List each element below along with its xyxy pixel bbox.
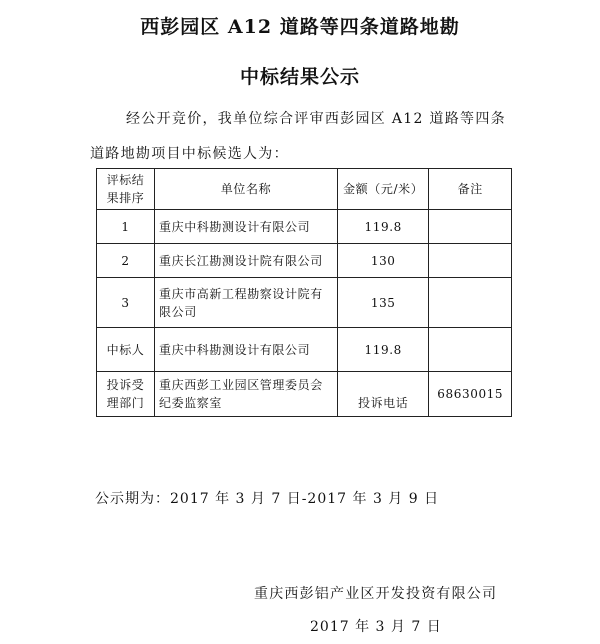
winner-label: 中标人	[97, 328, 155, 372]
signature-date: 2017 年 3 月 7 日	[310, 619, 442, 635]
rank-cell: 2	[97, 244, 155, 278]
intro-line-2: 道路地勘项目中标候选人为：	[90, 146, 289, 162]
publicity-period: 公示期为：2017 年 3 月 7 日-2017 年 3 月 9 日	[95, 491, 440, 507]
intro-line-1: 经公开竞价，我单位综合评审西彭园区 A12 道路等四条	[126, 111, 506, 127]
complaint-phone-label: 投诉电话	[337, 372, 428, 417]
complaint-label: 投诉受理部门	[97, 372, 155, 417]
winner-note	[429, 328, 512, 372]
note-cell	[429, 278, 512, 328]
note-cell	[429, 244, 512, 278]
rank-cell: 3	[97, 278, 155, 328]
rank-cell: 1	[97, 210, 155, 244]
title-line-2: 中标结果公示	[239, 66, 360, 88]
header-note: 备注	[429, 169, 512, 210]
result-table	[96, 168, 512, 417]
table-row	[97, 278, 512, 328]
signature-company: 重庆西彭铝产业区开发投资有限公司	[254, 586, 498, 602]
amount-cell: 119.8	[337, 210, 428, 244]
winner-amount: 119.8	[337, 328, 428, 372]
amount-cell: 135	[337, 278, 428, 328]
note-cell	[429, 210, 512, 244]
unit-cell: 重庆中科勘测设计有限公司	[155, 210, 338, 244]
title-line-1: 西彭园区 A12 道路等四条道路地勘	[140, 16, 460, 38]
complaint-row	[97, 372, 512, 417]
table-row	[97, 210, 512, 244]
complaint-unit: 重庆西彭工业园区管理委员会纪委监察室	[155, 372, 338, 417]
header-unit: 单位名称	[155, 169, 338, 210]
amount-cell: 130	[337, 244, 428, 278]
table-header-row	[97, 169, 512, 210]
unit-cell: 重庆长江勘测设计院有限公司	[155, 244, 338, 278]
table-row	[97, 244, 512, 278]
complaint-phone: 68630015	[429, 372, 512, 417]
header-amount: 金额（元/米）	[337, 169, 428, 210]
winner-unit: 重庆中科勘测设计有限公司	[155, 328, 338, 372]
header-rank: 评标结果排序	[97, 169, 155, 210]
winner-row	[97, 328, 512, 372]
unit-cell: 重庆市高新工程勘察设计院有限公司	[155, 278, 338, 328]
